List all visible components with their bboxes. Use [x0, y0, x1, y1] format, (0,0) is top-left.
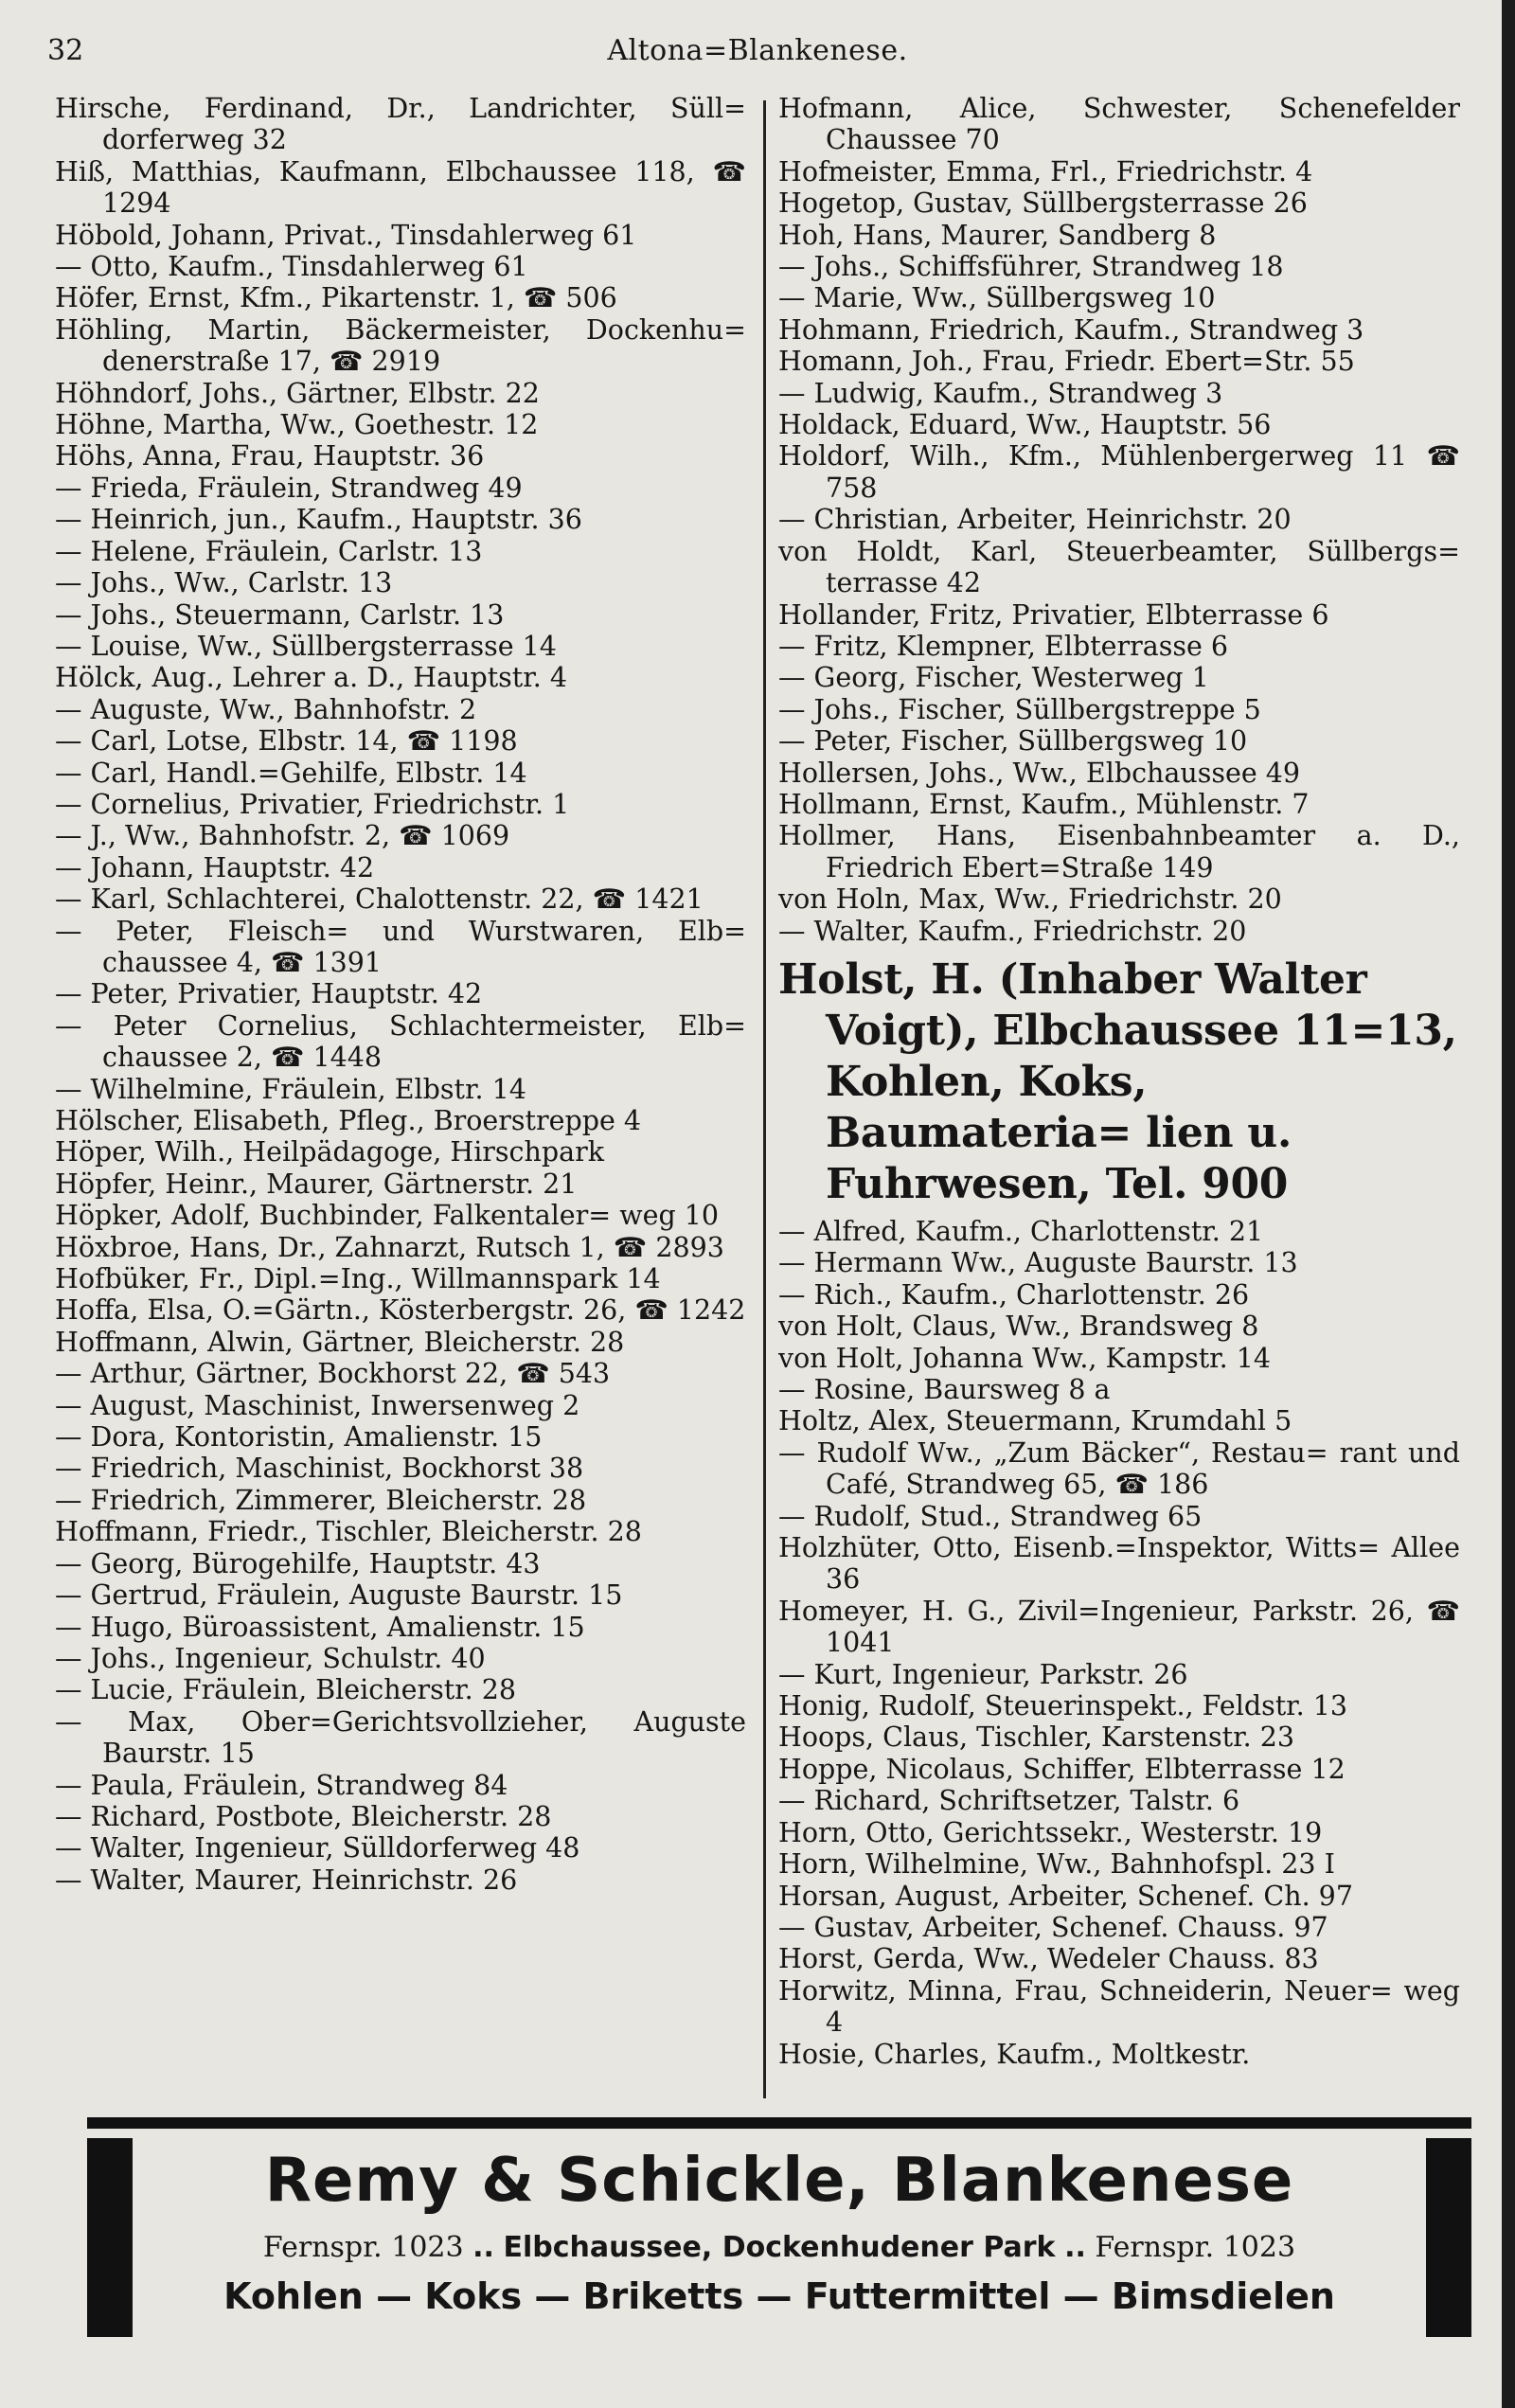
directory-entry: Hirsche, Ferdinand, Dr., Landrichter, Süll= dorferweg 32	[55, 93, 746, 156]
directory-entry: Höpfer, Heinr., Maurer, Gärtnerstr. 21	[55, 1168, 578, 1200]
directory-entry: — Friedrich, Zimmerer, Bleicherstr. 28	[55, 1484, 587, 1516]
right-column-upper	[778, 93, 1460, 947]
directory-entry: Hoffmann, Alwin, Gärtner, Bleicherstr. 28	[55, 1326, 625, 1358]
directory-entry: — Friedrich, Maschinist, Bockhorst 38	[55, 1453, 584, 1485]
directory-entry: Höhne, Martha, Ww., Goethestr. 12	[55, 409, 539, 441]
directory-entry: — Fritz, Klempner, Elbterrasse 6	[778, 630, 1229, 662]
directory-entry: — Walter, Kaufm., Friedrichstr. 20	[778, 915, 1247, 947]
directory-entry: Homeyer, H. G., Zivil=Ingenieur, Parkstr. 26, ☎ 1041	[778, 1595, 1460, 1659]
directory-entry: — Johann, Hauptstr. 42	[55, 851, 375, 883]
directory-entry: — Peter, Fleisch= und Wurstwaren, Elb= chaussee 4, ☎ 1391	[55, 915, 746, 978]
directory-entry: Homann, Joh., Frau, Friedr. Ebert=Str. 55	[778, 346, 1355, 378]
directory-entry: — Louise, Ww., Süllbergsterrasse 14	[55, 630, 557, 662]
directory-entry: Höhling, Martin, Bäckermeister, Dockenhu= denerstraße 17, ☎ 2919	[55, 313, 746, 378]
directory-entry: Höhs, Anna, Frau, Hauptstr. 36	[55, 440, 485, 473]
directory-entry: Hoops, Claus, Tischler, Karstenstr. 23	[778, 1721, 1294, 1754]
directory-entry: — Marie, Ww., Süllbergsweg 10	[778, 282, 1216, 314]
directory-entry: Holdack, Eduard, Ww., Hauptstr. 56	[778, 409, 1272, 441]
page-number: 32	[47, 34, 84, 67]
directory-entry: — Gertrud, Fräulein, Auguste Baurstr. 15	[55, 1579, 623, 1612]
directory-entry: Höpker, Adolf, Buchbinder, Falkentaler= weg 10	[55, 1200, 720, 1232]
directory-entry: — Johs., Steuermann, Carlstr. 13	[55, 598, 505, 631]
directory-entry: Hogetop, Gustav, Süllbergsterrasse 26	[778, 187, 1308, 220]
directory-entry: — Dora, Kontoristin, Amalienstr. 15	[55, 1421, 543, 1454]
directory-entry: — Wilhelmine, Fräulein, Elbstr. 14	[55, 1073, 526, 1105]
directory-entry: Hoppe, Nicolaus, Schiffer, Elbterrasse 12	[778, 1753, 1346, 1785]
directory-entry: — Peter, Privatier, Hauptstr. 42	[55, 978, 483, 1010]
directory-entry: — Auguste, Ww., Bahnhofstr. 2	[55, 693, 477, 725]
directory-entry: — Kurt, Ingenieur, Parkstr. 26	[778, 1658, 1188, 1690]
directory-entry: — Hermann Ww., Auguste Baurstr. 13	[778, 1247, 1298, 1279]
directory-entry: — Karl, Schlachterei, Chalottenstr. 22, ☎ 1421	[55, 883, 704, 916]
directory-entry: — Richard, Postbote, Bleicherstr. 28	[55, 1800, 552, 1832]
directory-entry: — Max, Ober=Gerichtsvollzieher, Auguste Baurstr. 15	[55, 1705, 746, 1770]
directory-entry: Holzhüter, Otto, Eisenb.=Inspektor, Witts= Allee 36	[778, 1532, 1460, 1596]
directory-entry: — Ludwig, Kaufm., Strandweg 3	[778, 377, 1223, 409]
directory-entry: Honig, Rudolf, Steuerinspekt., Feldstr. 13	[778, 1690, 1348, 1722]
directory-entry: Hollersen, Johs., Ww., Elbchaussee 49	[778, 757, 1301, 789]
directory-entry: — Johs., Ingenieur, Schulstr. 40	[55, 1642, 486, 1674]
directory-entry: — Walter, Ingenieur, Sülldorferweg 48	[55, 1832, 580, 1864]
advert-sep-2: ..	[1064, 2231, 1086, 2264]
directory-entry: — Rosine, Baursweg 8 a	[778, 1374, 1111, 1405]
directory-entry: — Johs., Schiffsführer, Strandweg 18	[778, 251, 1284, 283]
advert-company-name: Remy & Schickle, Blankenese	[264, 2146, 1294, 2216]
directory-entry: — Peter Cornelius, Schlachtermeister, Elb= chaussee 2, ☎ 1448	[55, 1009, 746, 1074]
advert-phone-right: Fernspr. 1023	[1095, 2231, 1296, 2264]
directory-entry: — Christian, Arbeiter, Heinrichstr. 20	[778, 504, 1292, 536]
directory-entry: Horsan, August, Arbeiter, Schenef. Ch. 97	[778, 1880, 1353, 1912]
column-divider	[763, 100, 766, 2098]
directory-entry: — Peter, Fischer, Süllbergsweg 10	[778, 725, 1248, 758]
directory-entry: Hollander, Fritz, Privatier, Elbterrasse 6	[778, 598, 1329, 631]
directory-entry: Hohmann, Friedrich, Kaufm., Strandweg 3	[778, 313, 1364, 346]
directory-entry: Höxbroe, Hans, Dr., Zahnarzt, Rutsch 1, ☎ 2893	[55, 1231, 724, 1263]
directory-entry: — Johs., Fischer, Süllbergstreppe 5	[778, 693, 1261, 725]
holst-advert-entry: Holst, H. (Inhaber Walter Voigt), Elbchaussee 11=13, Kohlen, Koks, Baumateria= lien u. Fuhrwesen, Tel. 900	[778, 954, 1457, 1208]
advert-address: Elbchaussee, Dockenhudener Park	[503, 2231, 1056, 2264]
directory-entry: Hofmeister, Emma, Frl., Friedrichstr. 4	[778, 155, 1313, 187]
directory-entry: Hofbüker, Fr., Dipl.=Ing., Willmannspark 14	[55, 1263, 661, 1295]
directory-entry: Hiß, Matthias, Kaufmann, Elbchaussee 118, ☎ 1294	[55, 155, 746, 220]
directory-entry: Höfer, Ernst, Kfm., Pikartenstr. 1, ☎ 506	[55, 282, 617, 314]
page-title: Altona=Blankenese.	[607, 34, 908, 67]
directory-entry: — Heinrich, jun., Kaufm., Hauptstr. 36	[55, 504, 582, 536]
directory-entry: — Helene, Fräulein, Carlstr. 13	[55, 535, 483, 567]
directory-entry: — Cornelius, Privatier, Friedrichstr. 1	[55, 788, 570, 820]
advert-phone-left: Fernspr. 1023	[262, 2231, 464, 2264]
advertisement	[87, 2138, 1471, 2337]
directory-entry: — August, Maschinist, Inwersenweg 2	[55, 1389, 580, 1421]
directory-entry: Horwitz, Minna, Frau, Schneiderin, Neuer= weg 4	[778, 1974, 1460, 2039]
directory-entry: Höhndorf, Johs., Gärtner, Elbstr. 22	[55, 377, 540, 409]
directory-entry: — Hugo, Büroassistent, Amalienstr. 15	[55, 1611, 585, 1643]
left-column	[55, 93, 746, 2100]
right-column	[778, 93, 1460, 2100]
directory-entry: — Gustav, Arbeiter, Schenef. Chauss. 97	[778, 1911, 1328, 1943]
directory-entry: Hosie, Charles, Kaufm., Moltkestr.	[778, 2038, 1251, 2070]
advert-left-bar	[87, 2138, 133, 2337]
directory-entry: Hoffa, Elsa, O.=Gärtn., Kösterbergstr. 26, ☎ 1242	[55, 1294, 746, 1327]
directory-entry: — Carl, Handl.=Gehilfe, Elbstr. 14	[55, 757, 527, 789]
directory-entry: — Richard, Schriftsetzer, Talstr. 6	[778, 1785, 1240, 1817]
page-header	[47, 34, 1468, 72]
directory-entry: Hölscher, Elisabeth, Pfleg., Broerstreppe 4	[55, 1105, 642, 1136]
directory-entry: Holdorf, Wilh., Kfm., Mühlenbergerweg 11 ☎ 758	[778, 440, 1460, 504]
directory-entry: Hofmann, Alice, Schwester, Schenefelder Chaussee 70	[778, 93, 1460, 156]
advert-contact-line	[133, 2229, 1426, 2267]
directory-entry: Hölck, Aug., Lehrer a. D., Hauptstr. 4	[55, 662, 567, 694]
directory-entry: Horn, Otto, Gerichtssekr., Westerstr. 19	[778, 1816, 1323, 1848]
directory-entry: — Georg, Fischer, Westerweg 1	[778, 662, 1209, 694]
advert-top-rule	[87, 2117, 1471, 2129]
directory-entry: — Rudolf Ww., „Zum Bäcker“, Restau= rant und Café, Strandweg 65, ☎ 186	[778, 1436, 1460, 1501]
directory-entry: von Holt, Johanna Ww., Kampstr. 14	[778, 1342, 1272, 1374]
advert-sep-1: ..	[472, 2231, 494, 2264]
directory-entry: von Holdt, Karl, Steuerbeamter, Süllbergs= terrasse 42	[778, 535, 1460, 599]
directory-entry: Höbold, Johann, Privat., Tinsdahlerweg 61	[55, 219, 637, 251]
directory-entry: von Holn, Max, Ww., Friedrichstr. 20	[778, 883, 1282, 916]
right-column-lower	[778, 1216, 1460, 2070]
directory-entry: Hoh, Hans, Maurer, Sandberg 8	[778, 219, 1217, 251]
directory-entry: — J., Ww., Bahnhofstr. 2, ☎ 1069	[55, 820, 510, 852]
directory-entry: — Otto, Kaufm., Tinsdahlerweg 61	[55, 251, 528, 283]
directory-entry: Hollmer, Hans, Eisenbahnbeamter a. D., Friedrich Ebert=Straße 149	[778, 820, 1460, 883]
directory-entry: Hollmann, Ernst, Kaufm., Mühlenstr. 7	[778, 788, 1310, 820]
advert-right-bar	[1426, 2138, 1471, 2337]
directory-entry: Horn, Wilhelmine, Ww., Bahnhofspl. 23 I	[778, 1848, 1335, 1881]
directory-entry: — Georg, Bürogehilfe, Hauptstr. 43	[55, 1547, 541, 1579]
directory-entry: von Holt, Claus, Ww., Brandsweg 8	[778, 1311, 1259, 1343]
directory-entry: — Carl, Lotse, Elbstr. 14, ☎ 1198	[55, 725, 518, 758]
directory-entry: Holtz, Alex, Steuermann, Krumdahl 5	[778, 1405, 1292, 1437]
directory-entry: — Arthur, Gärtner, Bockhorst 22, ☎ 543	[55, 1358, 611, 1390]
directory-entry: — Lucie, Fräulein, Bleicherstr. 28	[55, 1674, 517, 1706]
advert-products: Kohlen — Koks — Briketts — Futtermittel — Bimsdielen	[223, 2275, 1335, 2317]
directory-entry: — Alfred, Kaufm., Charlottenstr. 21	[778, 1215, 1264, 1247]
directory-entry: — Paula, Fräulein, Strandweg 84	[55, 1769, 508, 1801]
directory-entry: — Johs., Ww., Carlstr. 13	[55, 567, 393, 599]
directory-entry: — Rudolf, Stud., Strandweg 65	[778, 1500, 1203, 1532]
directory-entry: — Walter, Maurer, Heinrichstr. 26	[55, 1864, 518, 1896]
directory-entry: — Rich., Kaufm., Charlottenstr. 26	[778, 1278, 1250, 1311]
directory-entry: Höper, Wilh., Heilpädagoge, Hirschpark	[55, 1136, 605, 1168]
directory-entry: — Frieda, Fräulein, Strandweg 49	[55, 472, 523, 504]
directory-entry: Horst, Gerda, Ww., Wedeler Chauss. 83	[778, 1943, 1319, 1975]
directory-entry: Hoffmann, Friedr., Tischler, Bleicherstr. 28	[55, 1516, 642, 1548]
